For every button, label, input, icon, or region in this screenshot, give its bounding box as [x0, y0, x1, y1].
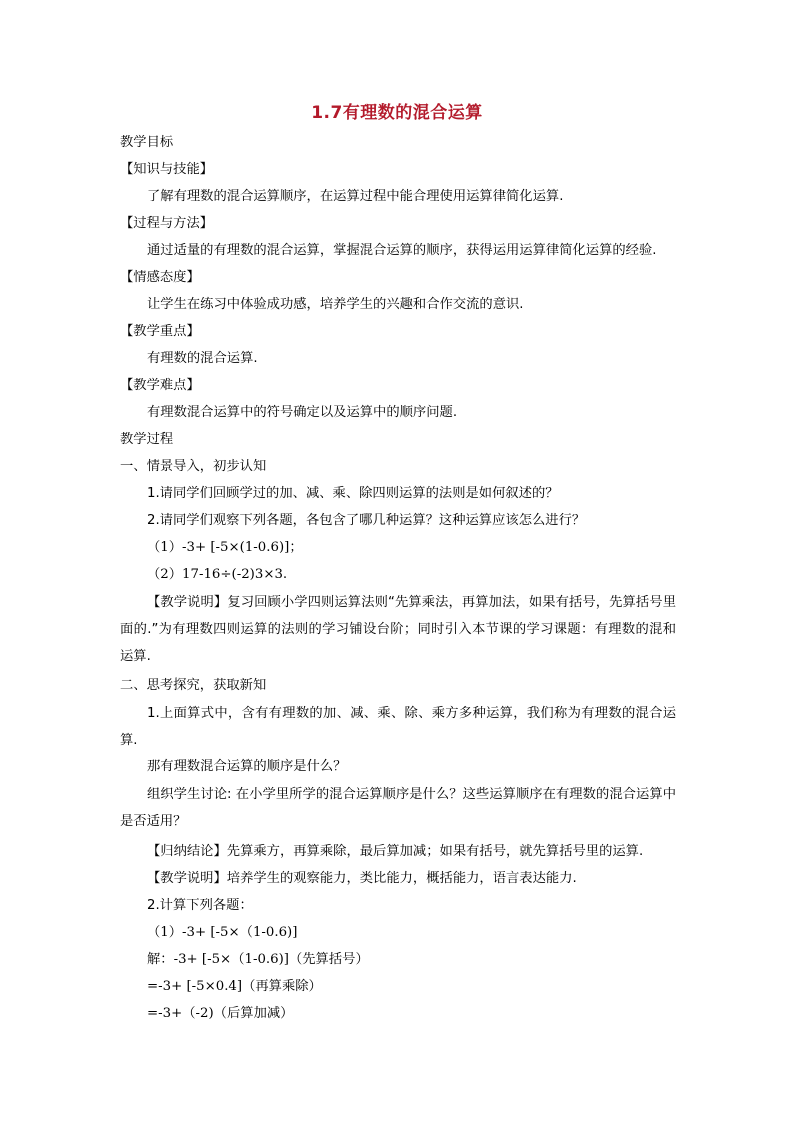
- section-heading: 二、思考探究，获取新知: [120, 678, 267, 693]
- math-expression: （1）-3+ [-5×(1-0.6)]；: [147, 540, 303, 555]
- math-expression: 解：-3+ [-5×（1-0.6)]（先算括号）: [147, 952, 369, 967]
- teaching-note-text: 【教学说明】培养学生的观察能力，类比能力，概括能力，语言表达能力.: [147, 871, 577, 886]
- body-text: 了解有理数的混合运算顺序，在运算过程中能合理使用运算律简化运算.: [147, 189, 564, 204]
- page-title: 1.7有理数的混合运算: [311, 103, 483, 123]
- sub-heading: 【教学重点】: [120, 324, 200, 339]
- body-text: 通过适量的有理数的混合运算，掌握混合运算的顺序，获得运用运算律简化运算的经验.: [147, 243, 657, 258]
- section-heading: 一、情景导入，初步认知: [120, 459, 267, 474]
- conclusion-text: 【归纳结论】先算乘方，再算乘除，最后算加减；如果有括号，就先算括号里的运算.: [147, 844, 644, 859]
- sub-heading: 【教学难点】: [120, 378, 200, 393]
- body-paragraph: 1.上面算式中，含有有理数的加、减、乘、除、乘方多种运算，我们称为有理数的混合运算.: [120, 706, 676, 748]
- sub-heading: 【情感态度】: [120, 270, 200, 285]
- math-expression: =-3+ [-5×0.4]（再算乘除）: [147, 979, 322, 994]
- math-expression: （2）17-16÷(-2)3×3.: [147, 567, 288, 582]
- question-text: 2.请同学们观察下列各题，各包含了哪几种运算？这种运算应该怎么进行？: [147, 513, 586, 528]
- sub-heading: 【知识与技能】: [120, 162, 214, 177]
- sub-heading: 【过程与方法】: [120, 216, 214, 231]
- teaching-note-paragraph: 【教学说明】复习回顾小学四则运算法则“先算乘法，再算加法，如果有括号，先算括号里面的.”为有理数四则运算的法则的学习铺设台阶；同时引入本节课的学习课题：有理数的混和运算.: [120, 595, 676, 664]
- question-text: 2.计算下列各题：: [147, 898, 253, 913]
- section-heading: 教学过程: [120, 432, 174, 447]
- question-text: 1.请同学们回顾学过的加、减、乘、除四则运算的法则是如何叙述的？: [147, 486, 559, 501]
- section-heading: 教学目标: [120, 135, 174, 150]
- math-expression: =-3+（-2)（后算加减）: [147, 1006, 294, 1021]
- math-expression: （1）-3+ [-5×（1-0.6)]: [147, 925, 298, 940]
- body-text: 让学生在练习中体验成功感，培养学生的兴趣和合作交流的意识.: [147, 297, 524, 312]
- body-text: 那有理数混合运算的顺序是什么？: [147, 759, 347, 774]
- body-text: 有理数混合运算中的符号确定以及运算中的顺序问题.: [147, 405, 458, 420]
- body-paragraph: 组织学生讨论: 在小学里所学的混合运算顺序是什么？这些运算顺序在有理数的混合运算中是否适用？: [120, 787, 676, 829]
- body-text: 有理数的混合运算.: [147, 351, 258, 366]
